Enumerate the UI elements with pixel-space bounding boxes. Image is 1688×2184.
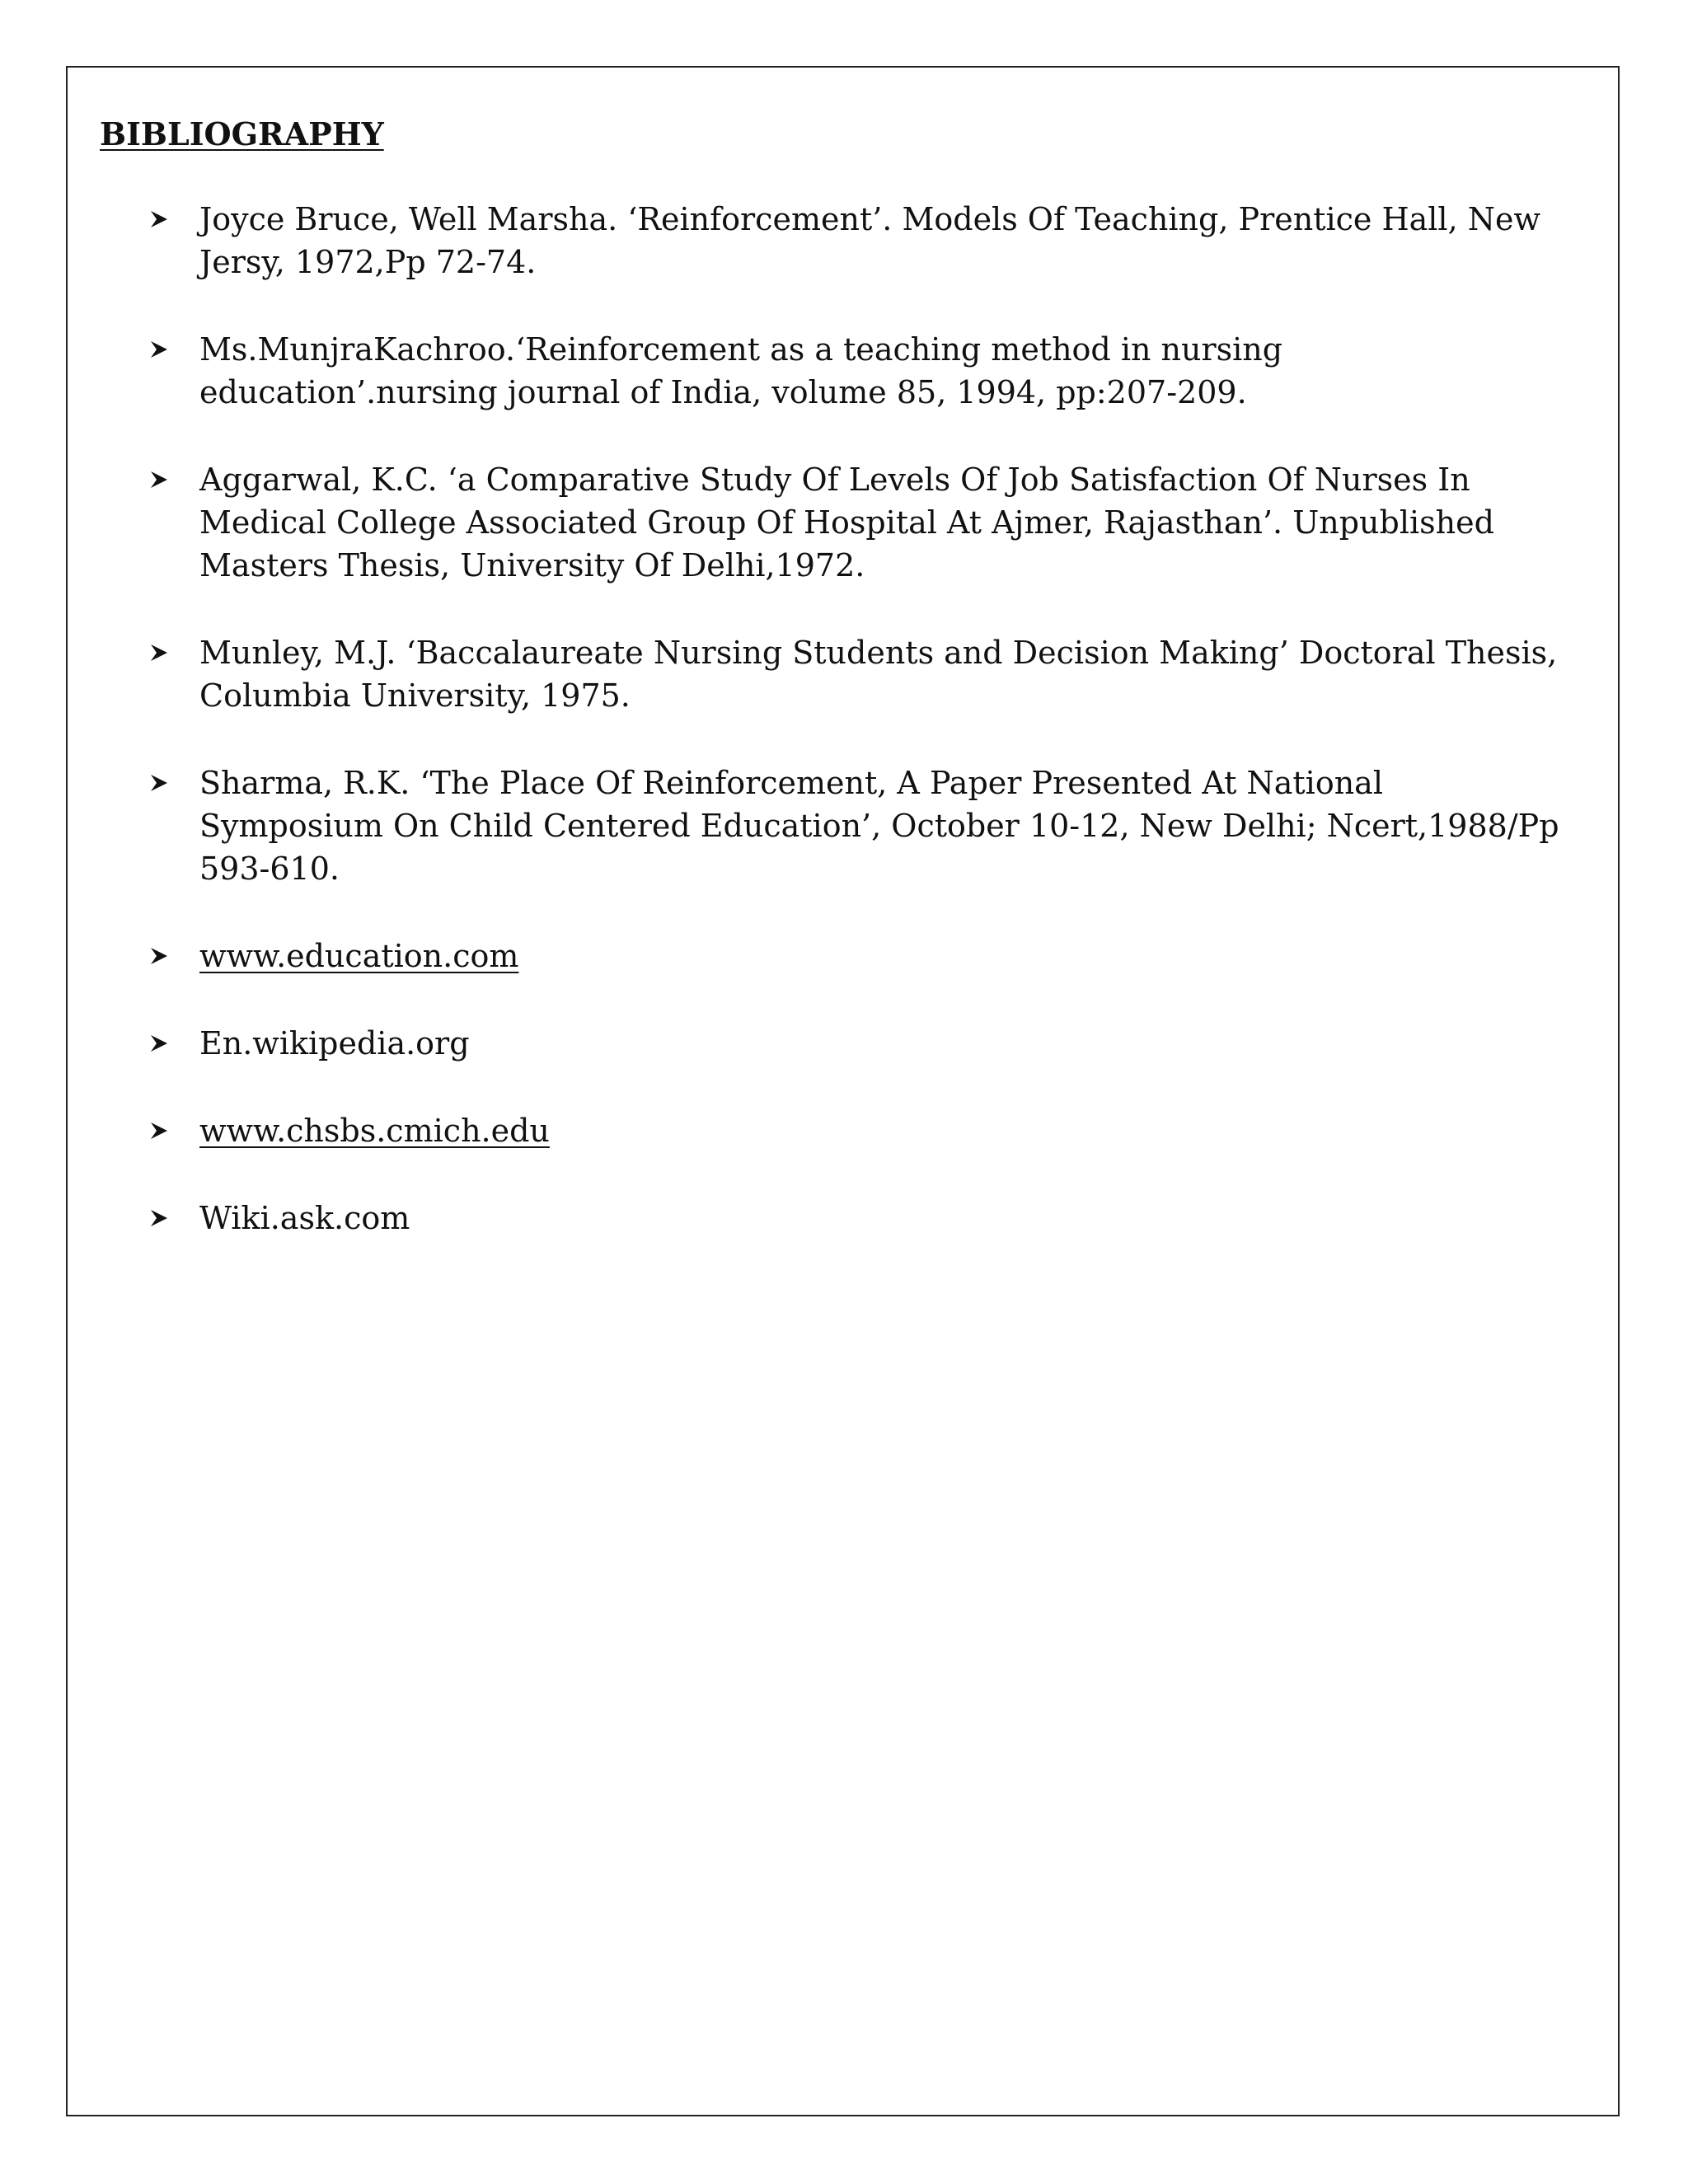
list-item	[147, 1022, 1564, 1065]
reference-text: Joyce Bruce, Well Marsha. ‘Reinforcement’. Models Of Teaching, Prentice Hall, New Jersy, 1972,Pp 72-74.	[199, 201, 1540, 280]
arrowhead-bullet-icon	[150, 947, 168, 965]
list-item	[147, 935, 1564, 977]
arrowhead-bullet-icon	[150, 471, 168, 489]
list-item	[147, 458, 1564, 587]
chsbs-cmich-link[interactable]: www.chsbs.cmich.edu	[199, 1113, 550, 1149]
list-item	[147, 1197, 1564, 1240]
reference-text: Ms.MunjraKachroo.‘Reinforcement as a teaching method in nursing education’.nursing journal of India, volume 85, 1994, pp:207-209.	[199, 331, 1283, 410]
arrowhead-bullet-icon	[150, 774, 168, 792]
education-link[interactable]: www.education.com	[199, 938, 519, 974]
reference-text: Munley, M.J. ‘Baccalaureate Nursing Students and Decision Making’ Doctoral Thesis, Columbia University, 1975.	[199, 635, 1558, 714]
arrowhead-bullet-icon	[150, 644, 168, 662]
list-item	[147, 1109, 1564, 1152]
reference-text: Sharma, R.K. ‘The Place Of Reinforcement, A Paper Presented At National Symposium On Child Centered Education’, October 10-12, New Delhi; Ncert,1988/Pp 593-610.	[199, 765, 1559, 887]
list-item	[147, 198, 1564, 284]
bibliography-heading: BIBLIOGRAPHY	[100, 115, 384, 152]
arrowhead-bullet-icon	[150, 1034, 168, 1052]
wiki-ask-text: Wiki.ask.com	[199, 1200, 410, 1236]
list-item	[147, 631, 1564, 717]
arrowhead-bullet-icon	[150, 1122, 168, 1140]
arrowhead-bullet-icon	[150, 340, 168, 359]
arrowhead-bullet-icon	[150, 1209, 168, 1227]
bibliography-list	[147, 198, 1564, 1284]
list-item	[147, 762, 1564, 890]
wikipedia-text: En.wikipedia.org	[199, 1025, 470, 1062]
arrowhead-bullet-icon	[150, 210, 168, 228]
list-item	[147, 328, 1564, 414]
reference-text: Aggarwal, K.C. ‘a Comparative Study Of Levels Of Job Satisfaction Of Nurses In Medical College Associated Group Of Hospital At Ajmer, Rajasthan’. Unpublished Masters Thesis, University Of Delhi,1972.	[199, 462, 1494, 583]
